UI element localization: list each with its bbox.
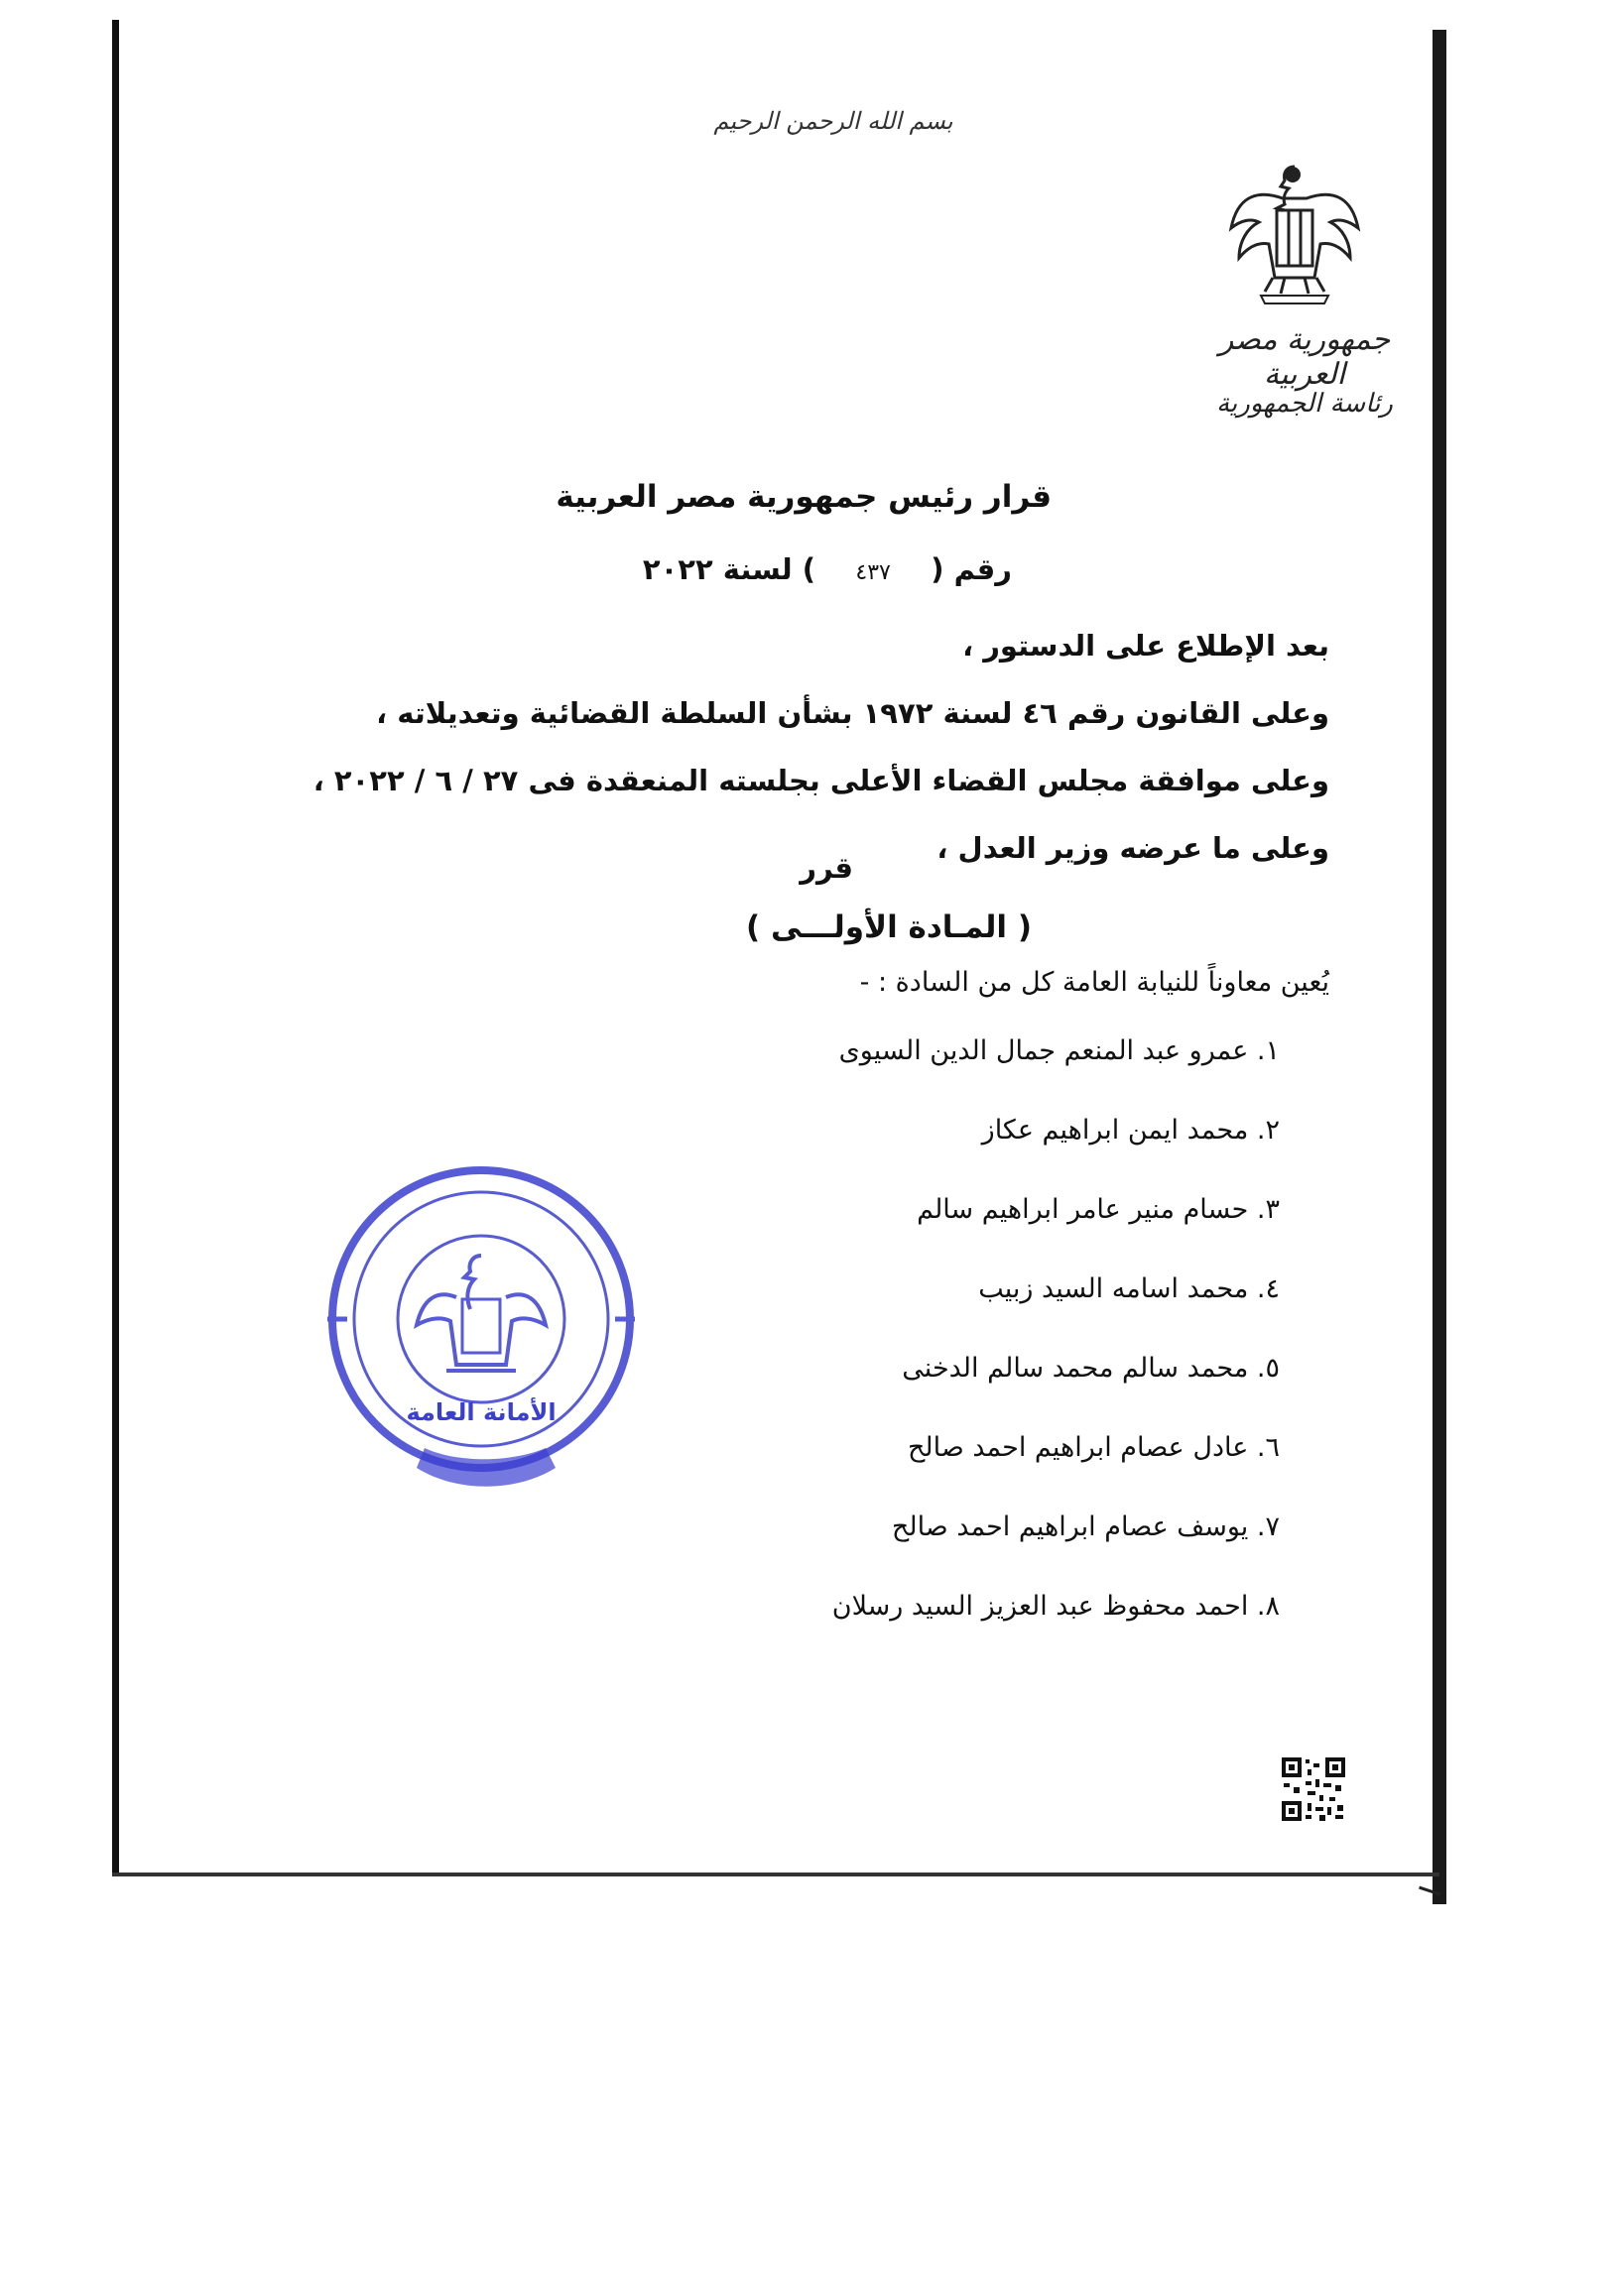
preamble-line: وعلى موافقة مجلس القضاء الأعلى بجلسته المنعقدة فى ٢٧ / ٦ / ٢٠٢٢ ، (312, 764, 1329, 797)
article-title: ( المـادة الأولـــى ) (746, 909, 1032, 945)
eagle-of-saladin-icon (1225, 159, 1364, 307)
list-item: ٥. محمد سالم محمد سالم الدخنى (902, 1353, 1280, 1384)
qr-code-icon (1280, 1755, 1347, 1823)
letterhead-country: جمهورية مصر العربية (1218, 322, 1391, 392)
preamble (312, 612, 1329, 882)
list-item: ٢. محمد ايمن ابراهيم عكاز (981, 1115, 1280, 1146)
appointees-list (694, 1022, 1280, 1656)
list-item: ٣. حسام منير عامر ابراهيم سالم (917, 1194, 1280, 1225)
scan-border-bottom (112, 1873, 1439, 1876)
letterhead-presidency: رئاسة الجمهورية (1216, 389, 1393, 419)
decree-number-suffix: ) لسنة ٢٠٢٢ (642, 552, 815, 586)
decided-heading: قرر (800, 851, 853, 885)
list-item: ٤. محمد اسامه السيد زبيب (978, 1273, 1280, 1304)
basmala: بسم الله الرحمن الرحيم (713, 107, 953, 135)
list-item: ٨. احمد محفوظ عبد العزيز السيد رسلان (831, 1591, 1280, 1622)
preamble-line: بعد الإطلاع على الدستور ، (962, 629, 1329, 663)
decree-number: ٤٣٧ (855, 560, 891, 585)
decree-number-line (556, 552, 1012, 586)
official-seal-icon (308, 1160, 660, 1508)
appointment-text: يُعين معاوناً للنيابة العامة كل من السادة : - (859, 967, 1329, 998)
scan-border-left (112, 20, 119, 1876)
preamble-line: وعلى ما عرضه وزير العدل ، (936, 831, 1329, 865)
letterhead (1185, 159, 1424, 446)
preamble-line: وعلى القانون رقم ٤٦ لسنة ١٩٧٢ بشأن السلطة القضائية وتعديلاته ، (376, 696, 1329, 730)
seal-text: الأمانة العامة (406, 1398, 557, 1426)
decree-number-prefix: رقم ( (931, 552, 1012, 586)
list-item: ١. عمرو عبد المنعم جمال الدين السيوى (838, 1035, 1280, 1066)
decree-title: قرار رئيس جمهورية مصر العربية (556, 479, 1052, 515)
list-item: ٧. يوسف عصام ابراهيم احمد صالح (891, 1511, 1280, 1542)
list-item: ٦. عادل عصام ابراهيم احمد صالح (907, 1432, 1280, 1463)
scan-border-right (1433, 30, 1446, 1904)
